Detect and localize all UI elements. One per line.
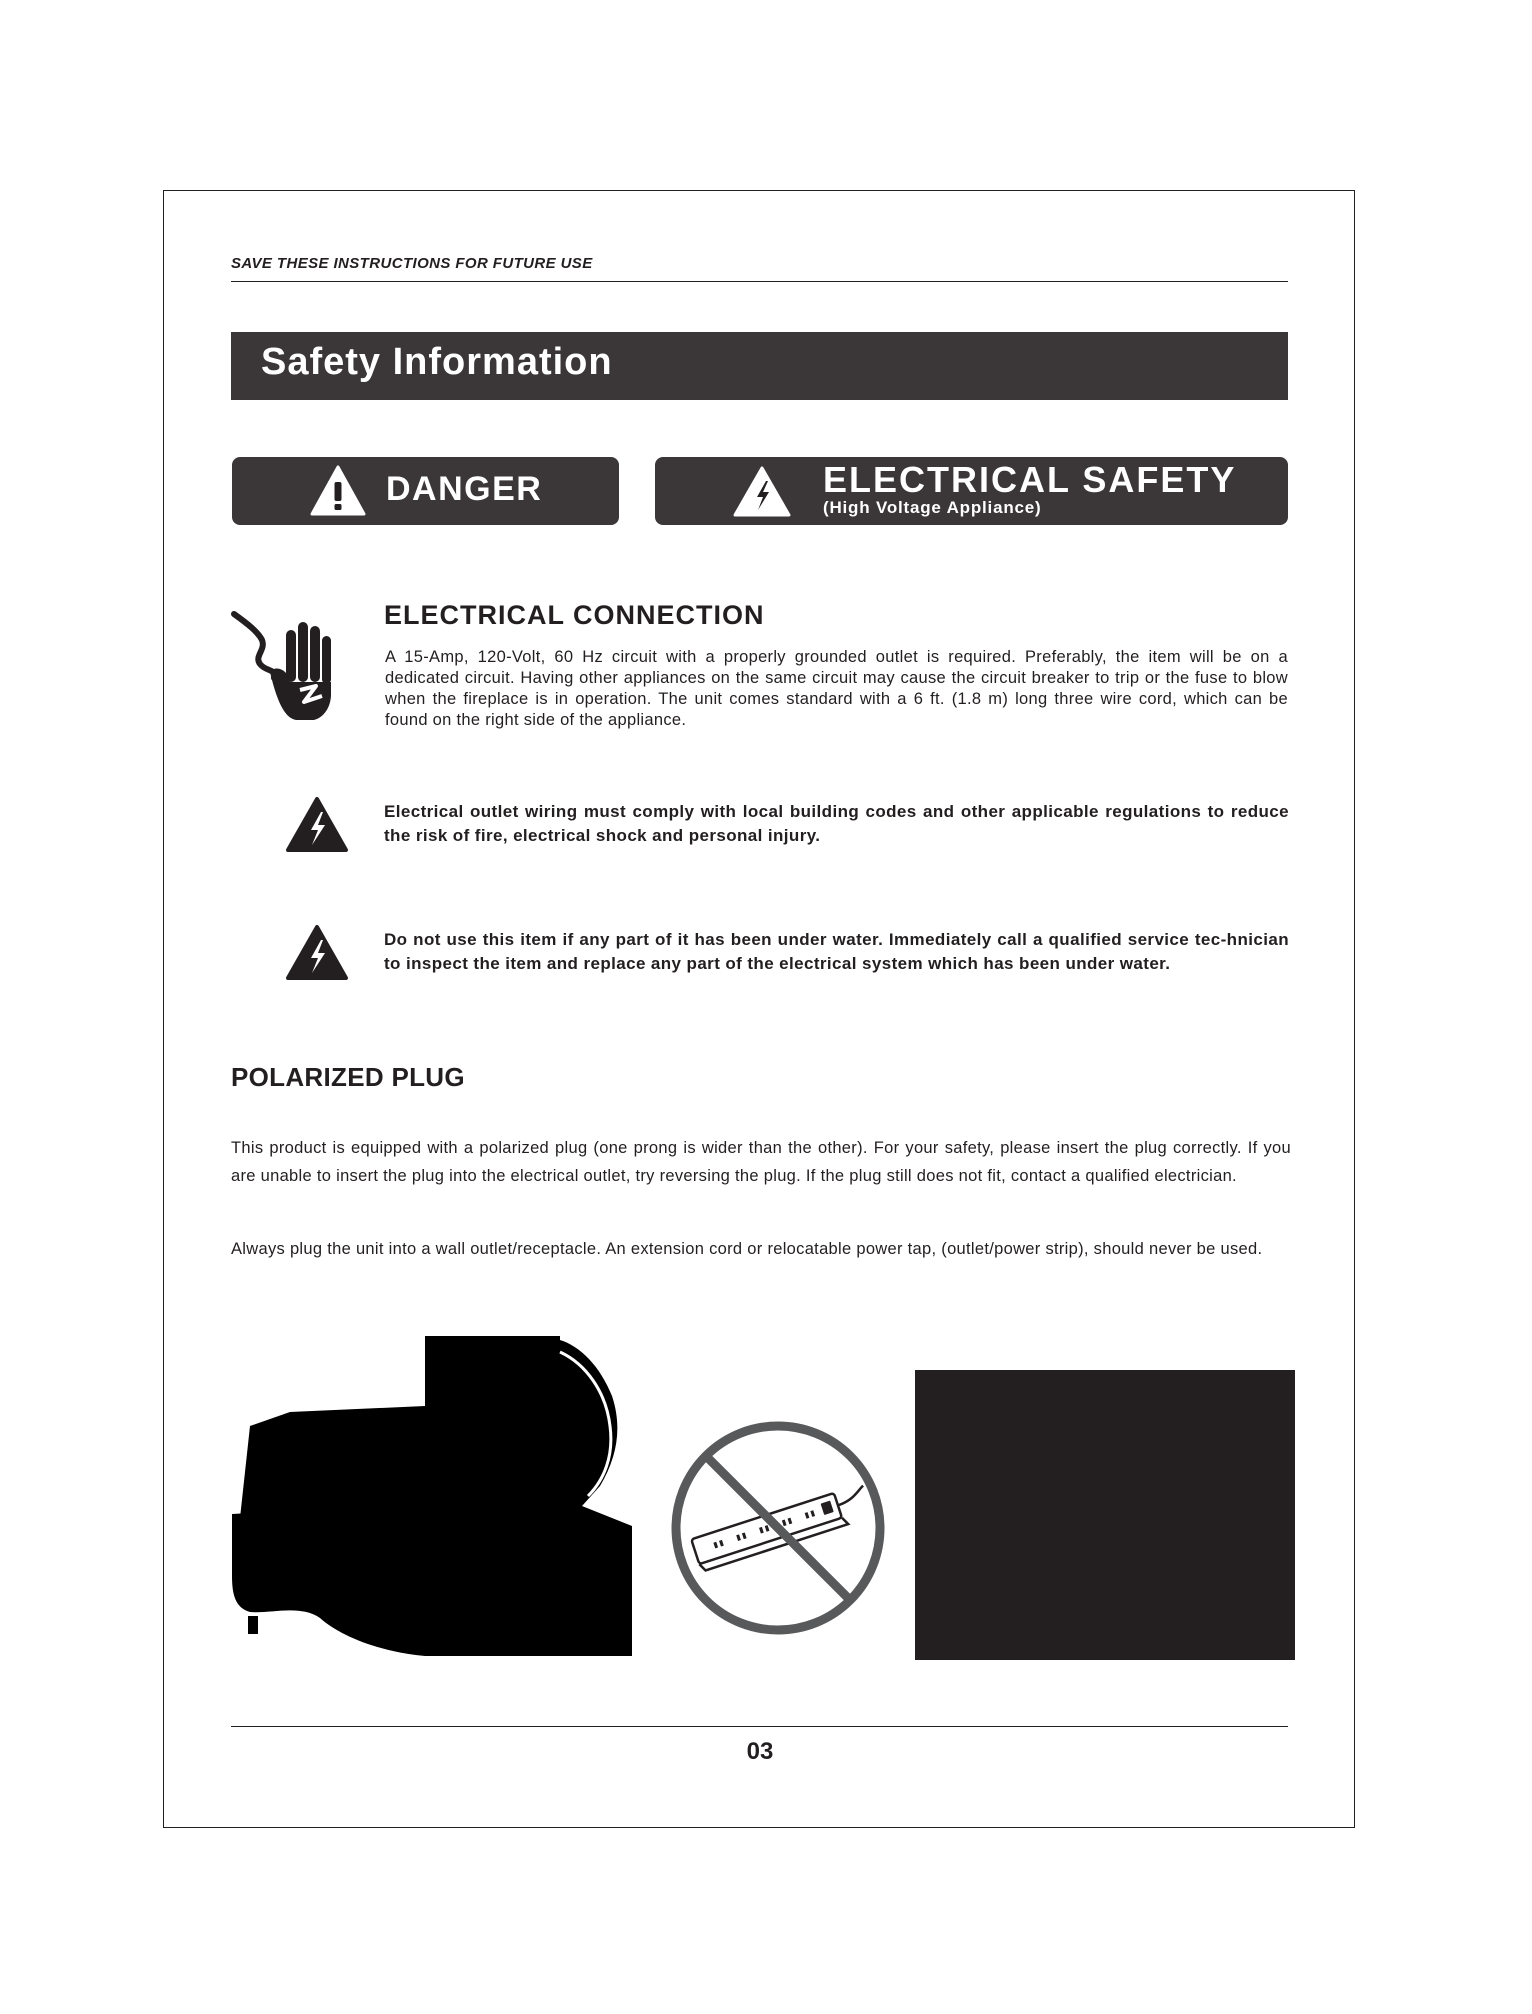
electrical-safety-badge: [655, 457, 1288, 525]
polarized-plug-paragraph-1: This product is equipped with a polarized plug (one prong is wider than the other). For your safety, please insert the plug correctly. If you are unable to insert the plug into the electrical outlet, try reversing the plug. If the plug still does not fit, contact a qualified electrician.: [231, 1139, 1291, 1185]
redacted-plug-illustration: [230, 1336, 636, 1658]
danger-badge: [232, 457, 619, 525]
electrical-connection-heading: ELECTRICAL CONNECTION: [384, 600, 765, 630]
polarized-plug-paragraph-2: Always plug the unit into a wall outlet/receptacle. An extension cord or relocatable power tap, (outlet/power strip), should never be used.: [231, 1240, 1263, 1258]
electrical-safety-title: ELECTRICAL SAFETY: [823, 459, 1237, 500]
page-number: 03: [746, 1738, 774, 1765]
redacted-wall-outlet-illustration: [915, 1370, 1295, 1660]
electrical-safety-subtitle: (High Voltage Appliance): [823, 498, 1042, 517]
warning-text-water: Do not use this item if any part of it has been under water. Immediately call a qualified service tec-hnician to inspect the item and replace any part of the electrical system which has been under water.: [384, 930, 1289, 973]
footer-divider: [231, 1726, 1288, 1727]
exclamation-warning-icon: [310, 465, 366, 517]
electric-shock-hand-icon: [230, 610, 345, 725]
title-bar: [231, 332, 1288, 400]
page-title: Safety Information: [261, 341, 613, 383]
no-power-strip-icon: [668, 1418, 888, 1638]
save-instructions-note: SAVE THESE INSTRUCTIONS FOR FUTURE USE: [231, 255, 593, 272]
high-voltage-warning-icon: [285, 796, 349, 854]
polarized-plug-heading: POLARIZED PLUG: [231, 1062, 465, 1092]
header-divider: [231, 281, 1288, 282]
high-voltage-icon: [733, 466, 791, 518]
danger-label: DANGER: [386, 470, 543, 508]
warning-text-wiring: Electrical outlet wiring must comply with local building codes and other applicable regulations to reduce the risk of fire, electrical shock and personal injury.: [384, 802, 1289, 845]
high-voltage-warning-icon: [285, 924, 349, 982]
electrical-connection-body: A 15-Amp, 120-Volt, 60 Hz circuit with a properly grounded outlet is required. Preferably, the item will be on a dedicated circuit. Having other appliances on the same circuit may cause the circuit breaker to trip or the fuse to blow when the fireplace is in operation. The unit comes standard with a 6 ft. (1.8 m) long three wire cord, which can be found on the right side of the appliance.: [385, 648, 1288, 729]
